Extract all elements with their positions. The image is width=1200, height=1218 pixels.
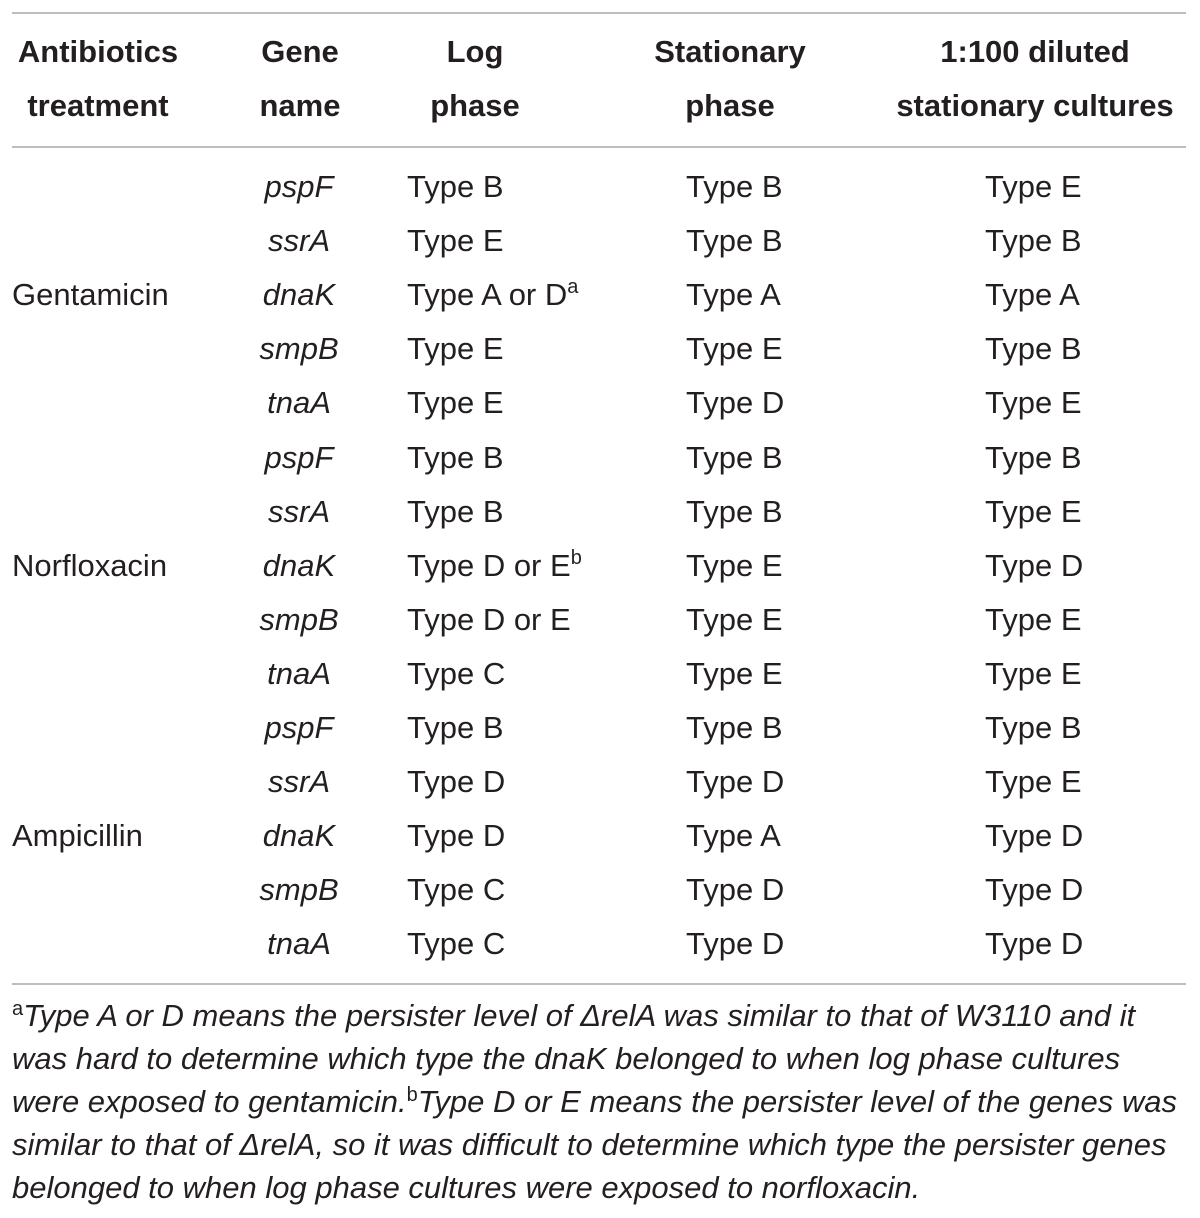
log-phase-cell: Type B [407,710,504,745]
stationary-phase-cell: Type D [686,385,785,420]
log-phase-cell: Type B [407,169,504,204]
diluted-cultures-cell: Type E [985,494,1082,529]
table-footnotes [12,994,1192,1209]
log-phase-cell: Type D [407,764,506,799]
diluted-cultures-cell: Type E [985,602,1082,637]
diluted-cultures-cell: Type D [985,926,1084,961]
diluted-cultures-cell: Type D [985,818,1084,853]
stationary-phase-cell: Type D [686,872,785,907]
stationary-phase-cell: Type D [686,764,785,799]
gene-name-cell: smpB [259,331,339,366]
header-antibiotics-treatment: Antibiotics treatment [17,34,179,123]
gene-name-cell: pspF [264,440,334,475]
footnote-a-text: Type A or D means the persister level of ΔrelA was similar to that of W3110 and it was hard to determine which type the dnaK belonged to when log phase cultures were exposed to gentamicin. [12,998,1136,1119]
stationary-phase-cell: Type A [686,818,781,853]
gene-name-cell: ssrA [268,764,330,799]
gene-name-cell: smpB [259,602,339,637]
gene-name-cell: smpB [259,872,339,907]
diluted-cultures-cell: Type A [985,277,1080,312]
diluted-cultures-cell: Type E [985,385,1082,420]
log-phase-cell: Type E [407,331,504,366]
diluted-cultures-cell: Type D [985,548,1084,583]
stationary-phase-cell: Type A [686,277,781,312]
table-bottom-rule [12,983,1186,985]
stationary-phase-cell: Type E [686,656,783,691]
stationary-phase-cell: Type B [686,223,783,258]
diluted-cultures-cell: Type B [985,331,1082,366]
diluted-cultures-cell: Type B [985,710,1082,745]
diluted-cultures-cell: Type D [985,872,1084,907]
diluted-cultures-cell: Type E [985,656,1082,691]
header-diluted-stationary: 1:100 diluted stationary cultures [896,34,1174,123]
header-bottom-rule [12,146,1186,148]
antibiotic-label: Ampicillin [12,818,143,853]
stationary-phase-cell: Type E [686,331,783,366]
log-phase-cell: Type D [407,818,506,853]
stationary-phase-cell: Type E [686,548,783,583]
stationary-phase-cell: Type B [686,494,783,529]
antibiotic-label: Gentamicin [12,277,169,312]
gene-name-cell: pspF [264,710,334,745]
log-phase-cell: Type E [407,223,504,258]
table-top-rule [12,12,1186,14]
footnote-mark: b [570,547,582,569]
diluted-cultures-cell: Type B [985,223,1082,258]
stationary-phase-cell: Type B [686,710,783,745]
header-log-phase: Log phase [430,34,520,123]
gene-name-cell: pspF [264,169,334,204]
gene-name-cell: dnaK [262,277,336,312]
stationary-phase-cell: Type D [686,926,785,961]
log-phase-cell: Type D or E [407,602,571,637]
gene-name-cell: dnaK [262,548,336,583]
stationary-phase-cell: Type B [686,440,783,475]
antibiotic-label: Norfloxacin [12,548,168,583]
log-phase-cell: Type C [407,926,506,961]
stationary-phase-cell: Type E [686,602,783,637]
log-phase-cell: Type D or $E^b$ [407,547,582,583]
gene-name-cell: tnaA [267,385,331,420]
gene-name-cell: tnaA [267,926,331,961]
diluted-cultures-cell: Type E [985,764,1082,799]
gene-name-cell: ssrA [268,223,330,258]
footnote-b-mark: b [406,1084,418,1106]
footnote-b-text: Type D or E means the persister level of the genes was similar to that of ΔrelA, so it was difficult to determine which type the persister genes belonged to when log phase cultures were exposed to norfloxacin. [12,1084,1178,1205]
gene-name-cell: dnaK [262,818,336,853]
log-phase-cell: Type B [407,494,504,529]
footnote-mark: a [567,276,579,298]
gene-name-cell: tnaA [267,656,331,691]
gene-name-cell: ssrA [268,494,330,529]
diluted-cultures-cell: Type E [985,169,1082,204]
log-phase-cell: Type E [407,385,504,420]
header-gene-name: Gene name [259,34,341,123]
log-phase-cell: Type C [407,656,506,691]
log-phase-cell: Type B [407,440,504,475]
header-stationary-phase: Stationary phase [654,34,806,123]
log-phase-cell: Type A or $D^a$ [407,276,579,312]
footnote-a-mark: a [12,998,24,1020]
stationary-phase-cell: Type B [686,169,783,204]
diluted-cultures-cell: Type B [985,440,1082,475]
log-phase-cell: Type C [407,872,506,907]
